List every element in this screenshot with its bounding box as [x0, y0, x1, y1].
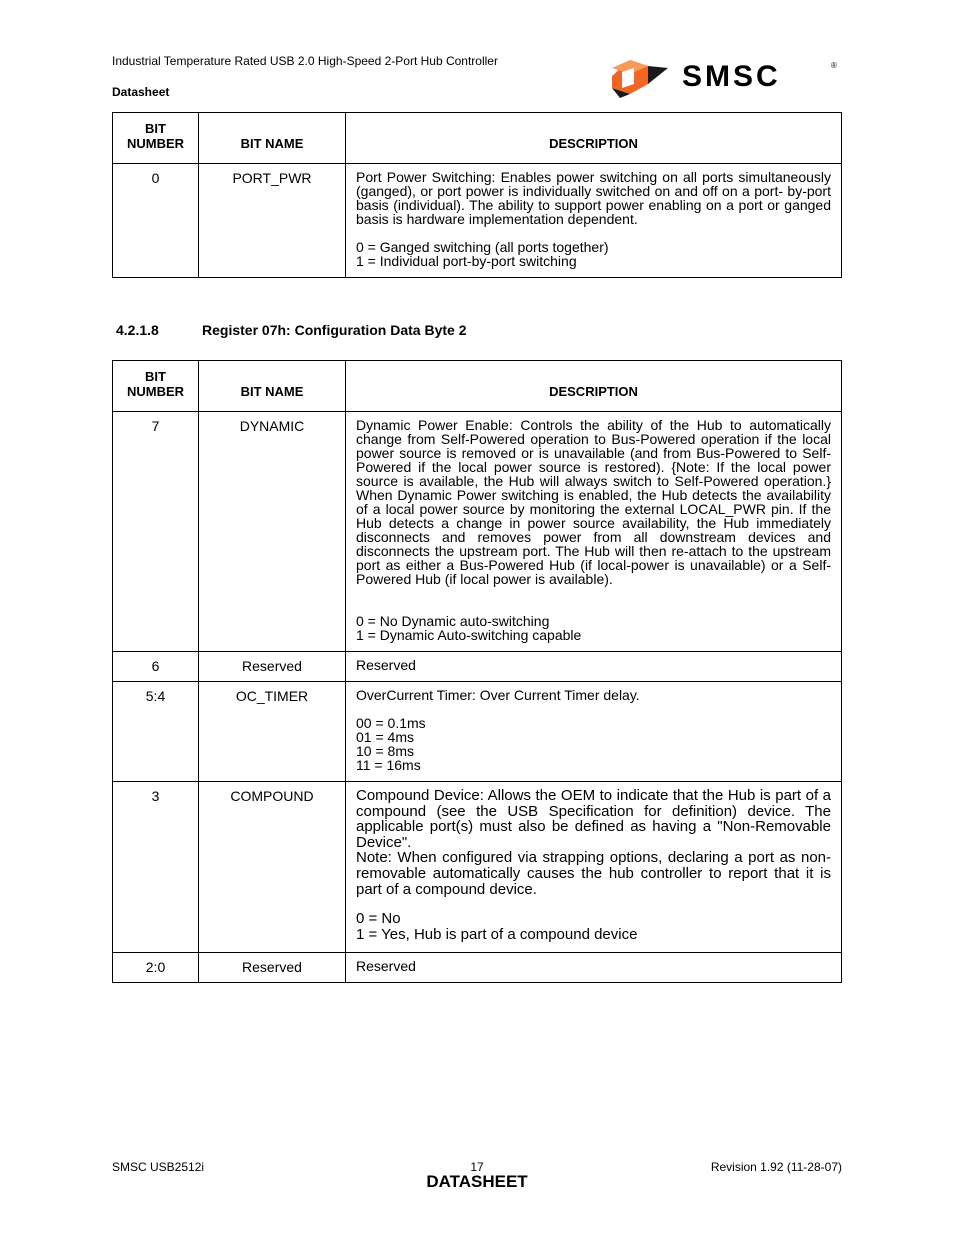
footer-revision: Revision 1.92 (11-28-07)	[710, 1160, 842, 1174]
header-subtitle: Datasheet	[112, 85, 170, 99]
col-description: DESCRIPTION	[346, 113, 842, 164]
bit-description	[346, 412, 842, 652]
option-line: 0 = No Dynamic auto-switching	[356, 613, 550, 629]
bit-number: 7	[113, 412, 199, 652]
option-line: 0 = No	[356, 910, 401, 928]
bit-description: Reserved	[346, 953, 842, 983]
col-description: DESCRIPTION	[346, 361, 842, 412]
bit-description	[346, 782, 842, 953]
col-bit-number: BIT NUMBER	[113, 361, 199, 412]
footer-datasheet-label: DATASHEET	[426, 1172, 528, 1191]
table-row	[113, 164, 842, 278]
bit-description	[346, 682, 842, 782]
option-line: 01 = 4ms	[356, 729, 414, 745]
table-row	[113, 953, 842, 983]
option-line: 1 = Individual port-by-port switching	[356, 253, 577, 269]
smsc-logo-mark	[612, 60, 668, 98]
col-bit-name: BIT NAME	[199, 113, 346, 164]
bit-name: DYNAMIC	[199, 412, 346, 652]
page-number: 17	[470, 1160, 484, 1174]
bit-name: Reserved	[199, 652, 346, 682]
col-bit-number: BIT NUMBER	[113, 113, 199, 164]
description-text: OverCurrent Timer: Over Current Timer delay.	[356, 687, 640, 703]
bit-name: PORT_PWR	[199, 164, 346, 278]
bit-description: Reserved	[346, 652, 842, 682]
bit-number: 5:4	[113, 682, 199, 782]
bit-description	[346, 164, 842, 278]
description-text: Compound Device: Allows the OEM to indicate that the Hub is part of a compound (see the USB Specification for definition) device. The applicable port(s) must also be defined as having a "Non-Removable Device".	[356, 787, 831, 851]
section-title: Register 07h: Configuration Data Byte 2	[202, 322, 467, 338]
header-title: Industrial Temperature Rated USB 2.0 High-Speed 2-Port Hub Controller	[112, 54, 498, 68]
col-bit-name: BIT NAME	[199, 361, 346, 412]
bit-number: 2:0	[113, 953, 199, 983]
option-line: 10 = 8ms	[356, 743, 414, 759]
table-header-row	[113, 113, 842, 164]
table-row	[113, 782, 842, 953]
bit-name: COMPOUND	[199, 782, 346, 953]
table-header-row	[113, 361, 842, 412]
footer-product: SMSC USB2512i	[112, 1160, 205, 1174]
option-line: 1 = Dynamic Auto-switching capable	[356, 627, 582, 643]
config-byte2-table	[112, 360, 842, 983]
option-line: 11 = 16ms	[356, 757, 421, 773]
description-text: Port Power Switching: Enables power switching on all ports simultaneously (ganged), or port power is individually switched on and off on a port- by-port basis (individual). The ability to support power enabling on a port or ganged basis is hardware implementation dependent.	[356, 169, 831, 227]
table-row	[113, 682, 842, 782]
table-row	[113, 412, 842, 652]
registered-mark: ®	[831, 61, 837, 70]
description-note: Note: When configured via strapping options, declaring a port as non-removable automatically causes the hub controller to report that it is part of a compound device.	[356, 849, 831, 898]
section-heading	[116, 322, 467, 338]
section-number: 4.2.1.8	[116, 322, 159, 338]
bit-number: 0	[113, 164, 199, 278]
bit-name: Reserved	[199, 953, 346, 983]
option-line: 0 = Ganged switching (all ports together)	[356, 239, 609, 255]
smsc-logo	[608, 54, 840, 100]
option-line: 1 = Yes, Hub is part of a compound device	[356, 925, 638, 943]
bit-name: OC_TIMER	[199, 682, 346, 782]
description-text: Dynamic Power Enable: Controls the ability of the Hub to automatically change from Self-Powered operation to Bus-Powered operation if the local power source is removed or is unavailable (and from Bus-Powered to Self-Powered if the local power source is restored). {Note: If the local power source is available, the Hub will always switch to Self-Powered operation.} When Dynamic Power switching is enabled, the Hub detects the availability of a local power source by monitoring the external LOCAL_PWR pin. If the Hub detects a change in power source availability, the Hub immediately disconnects and removes power from all downstream devices and disconnects the upstream port. The Hub will then re-attach to the upstream port as either a Bus-Powered Hub (if local-power is unavailable) or a Self-Powered Hub (if local power is available).	[356, 417, 831, 587]
port-pwr-table	[112, 112, 842, 278]
bit-number: 6	[113, 652, 199, 682]
smsc-logo-text: SMSC	[682, 60, 781, 93]
table-row	[113, 652, 842, 682]
option-line: 00 = 0.1ms	[356, 715, 426, 731]
bit-number: 3	[113, 782, 199, 953]
